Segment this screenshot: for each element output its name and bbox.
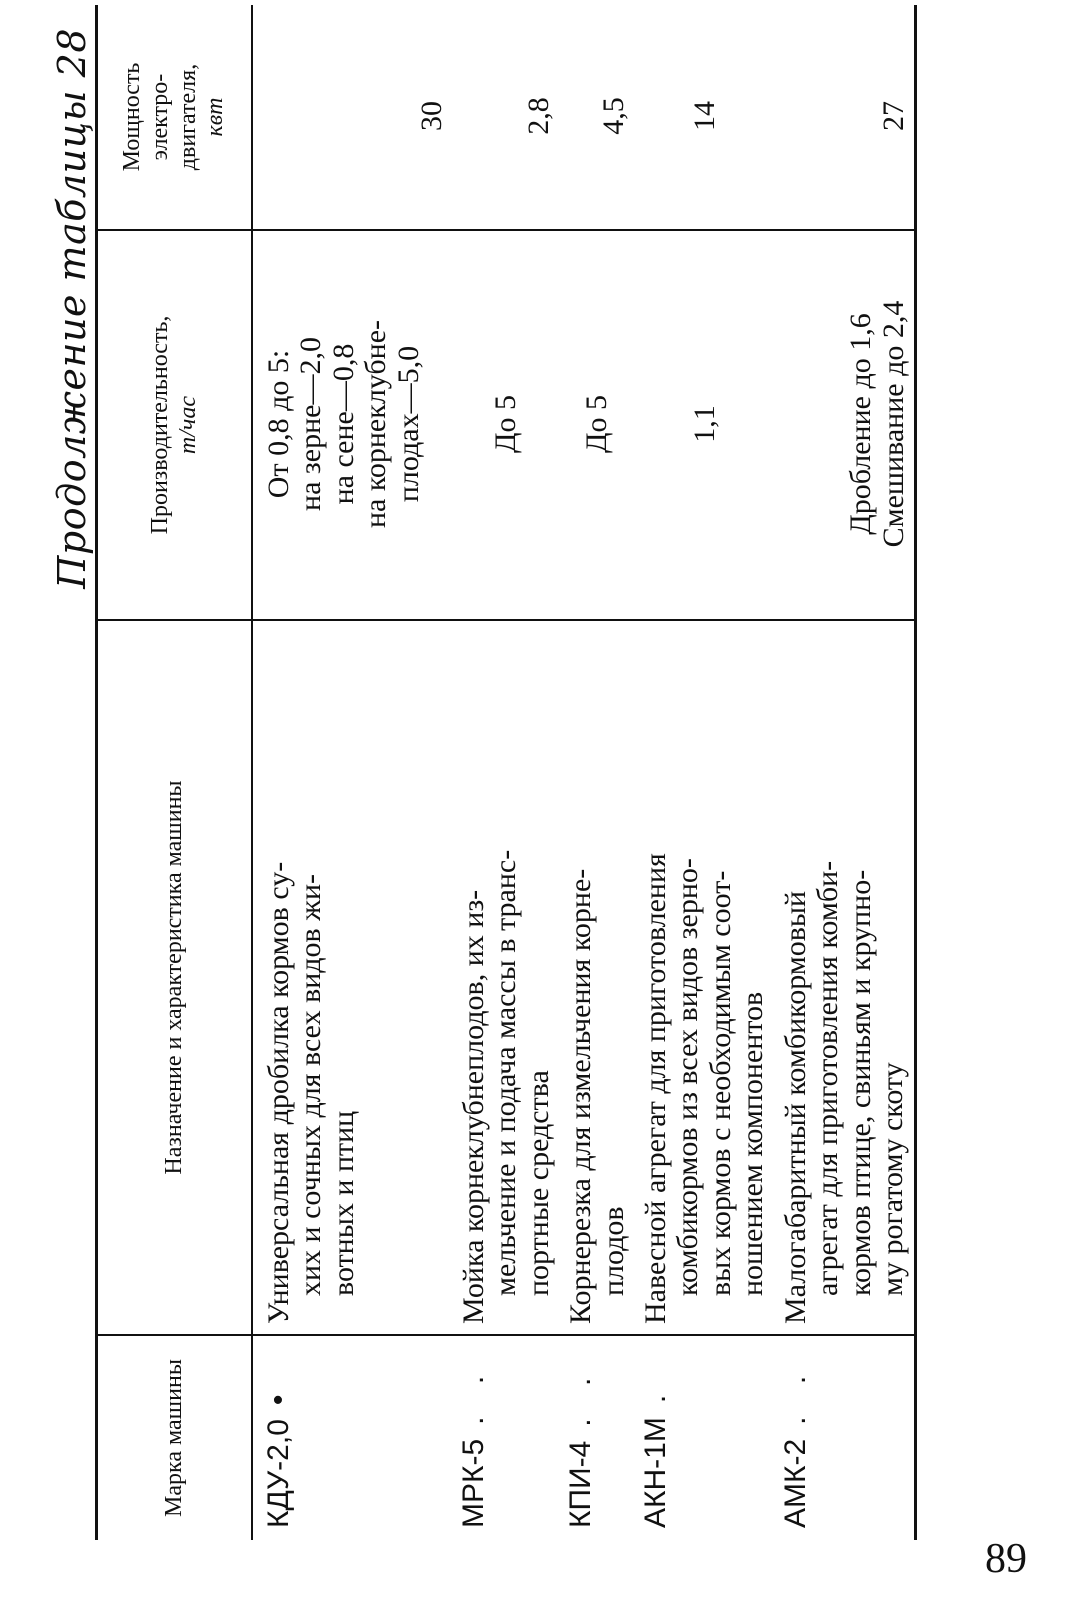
- cell-power: 27: [876, 101, 910, 131]
- cell-power: 4,5: [596, 97, 630, 135]
- cell-productivity: 1,1: [634, 230, 774, 620]
- machines-table: [95, 5, 917, 1540]
- cell-mark: АКН-1М.: [634, 1335, 774, 1540]
- cell-mark: КДУ-2,0•: [252, 1335, 452, 1540]
- table-header-row: [97, 5, 253, 1540]
- cell-mark: АМК-2. .: [774, 1335, 916, 1540]
- table-row: [452, 5, 559, 1540]
- cell-description: Малогабаритный комбикормовый агрегат для приготовления комби- кормов птице, свиньям и крупно- му рогатому скоту: [774, 620, 916, 1335]
- table-caption: Продолжение таблицы 28: [50, 28, 94, 589]
- cell-mark: МРК-5. .: [452, 1335, 559, 1540]
- cell-description: Универсальная дробилка кормов су- хих и сочных для всех видов жи- вотных и птиц: [252, 620, 452, 1335]
- table-row: [252, 5, 452, 1540]
- table-row: [774, 5, 916, 1540]
- header-purpose: Назначение и характеристика машины: [97, 620, 253, 1335]
- cell-productivity: От 0,8 до 5: на зерне—2,0 на сене—0,8 на корнеклубне- плодах—5,0: [252, 230, 452, 620]
- cell-power: 14: [687, 101, 721, 131]
- header-productivity: Производительность, т/час: [97, 230, 253, 620]
- cell-description: Мойка корнеклубнеплодов, их из- мельчение и подача массы в транс- портные средства: [452, 620, 559, 1335]
- cell-description: Корнерезка для измельчения корне- плодов: [559, 620, 634, 1335]
- cell-description: Навесной агрегат для приготовления комбикормов из всех видов зерно- вых кормов с необходимым соот- ношением компонентов: [634, 620, 774, 1335]
- cell-power: 30: [414, 101, 448, 131]
- cell-productivity: До 5: [559, 230, 634, 620]
- header-mark: Марка машины: [97, 1335, 253, 1540]
- page-number: 89: [985, 1536, 1027, 1582]
- cell-productivity: Дробление до 1,6 Смешивание до 2,4: [774, 230, 916, 620]
- table-row: [634, 5, 774, 1540]
- cell-mark: КПИ-4. .: [559, 1335, 634, 1540]
- cell-productivity: До 5: [452, 230, 559, 620]
- cell-power: 2,8: [521, 97, 555, 135]
- header-power: Мощность электро- двигателя, квт: [97, 5, 253, 230]
- table-row: [559, 5, 634, 1540]
